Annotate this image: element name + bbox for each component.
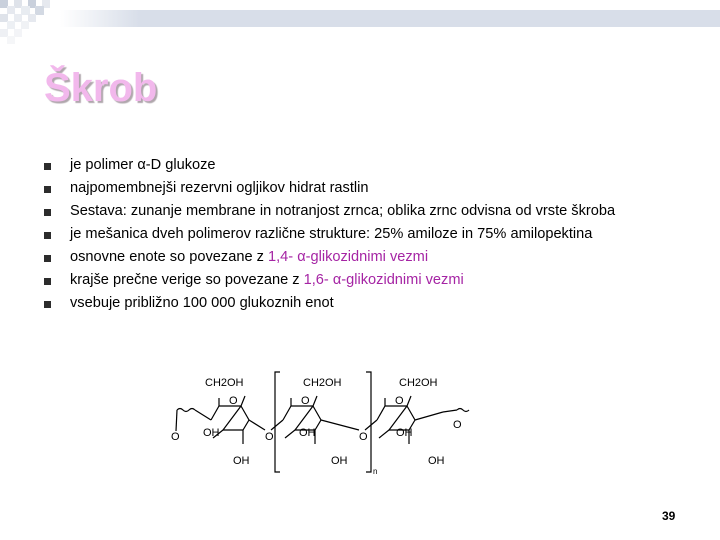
linkage-text: -glikozidnimi vezmi bbox=[341, 272, 464, 288]
page-number: 39 bbox=[662, 509, 676, 523]
oh-label: OH bbox=[233, 455, 250, 467]
bullet-text: Sestava: zunanje membrane in notranjost zrnca; oblika zrnc odvisna od vrste škroba bbox=[70, 203, 616, 219]
bullet-item bbox=[44, 179, 664, 199]
square-bullet-icon bbox=[44, 163, 51, 170]
header-decoration bbox=[0, 0, 720, 60]
square-bullet-icon bbox=[44, 301, 51, 308]
amylose-structure-diagram bbox=[163, 368, 483, 483]
square-bullet-icon bbox=[44, 186, 51, 193]
alpha-symbol: α bbox=[137, 157, 146, 173]
bullet-text: je mešanica dveh polimerov različne strukture: 25% amiloze in 75% amilopektina bbox=[70, 226, 593, 242]
square-bullet-icon bbox=[44, 255, 51, 262]
linkage-label bbox=[268, 249, 428, 265]
ch2oh-label: CH2OH bbox=[205, 377, 244, 389]
bullet-text: najpomembnejši rezervni ogljikov hidrat rastlin bbox=[70, 180, 369, 196]
bullet-item bbox=[44, 225, 664, 245]
bullet-item bbox=[44, 156, 664, 176]
linkage-number: 1,4- bbox=[267, 249, 298, 265]
ring-oxygen: O bbox=[301, 395, 310, 407]
slide-title: Škrob bbox=[44, 66, 158, 110]
linkage-label bbox=[304, 272, 464, 288]
linking-oxygen: O bbox=[453, 419, 462, 431]
linking-oxygen: O bbox=[359, 431, 368, 443]
square-bullet-icon bbox=[44, 209, 51, 216]
bullet-text: osnovne enote so povezane z bbox=[70, 249, 268, 265]
repeat-subscript: n bbox=[373, 467, 378, 476]
oh-label: OH bbox=[428, 455, 445, 467]
bullet-text: krajše prečne verige so povezane z bbox=[70, 272, 304, 288]
linking-oxygen: O bbox=[171, 431, 180, 443]
oh-label: OH bbox=[299, 427, 316, 439]
alpha-symbol: α bbox=[332, 272, 342, 288]
bullet-item bbox=[44, 202, 664, 222]
square-bullet-icon bbox=[44, 232, 51, 239]
bullet-text: -D glukoze bbox=[145, 157, 216, 173]
bullet-item bbox=[44, 248, 664, 268]
ch2oh-label: CH2OH bbox=[303, 377, 342, 389]
bullet-text: je polimer bbox=[70, 157, 138, 173]
ring-oxygen: O bbox=[229, 395, 238, 407]
bullet-item bbox=[44, 294, 664, 314]
bullet-list bbox=[44, 156, 664, 317]
bullet-item bbox=[44, 271, 664, 291]
linking-oxygen: O bbox=[265, 431, 274, 443]
oh-label: OH bbox=[331, 455, 348, 467]
alpha-symbol: α bbox=[297, 249, 306, 265]
oh-label: OH bbox=[396, 427, 413, 439]
oh-label: OH bbox=[203, 427, 220, 439]
linkage-number: 1,6- bbox=[303, 272, 333, 288]
linkage-text: -glikozidnimi vezmi bbox=[305, 249, 429, 265]
ring-oxygen: O bbox=[395, 395, 404, 407]
ch2oh-label: CH2OH bbox=[399, 377, 438, 389]
bullet-text: vsebuje približno 100 000 glukoznih enot bbox=[70, 295, 334, 311]
square-bullet-icon bbox=[44, 278, 51, 285]
